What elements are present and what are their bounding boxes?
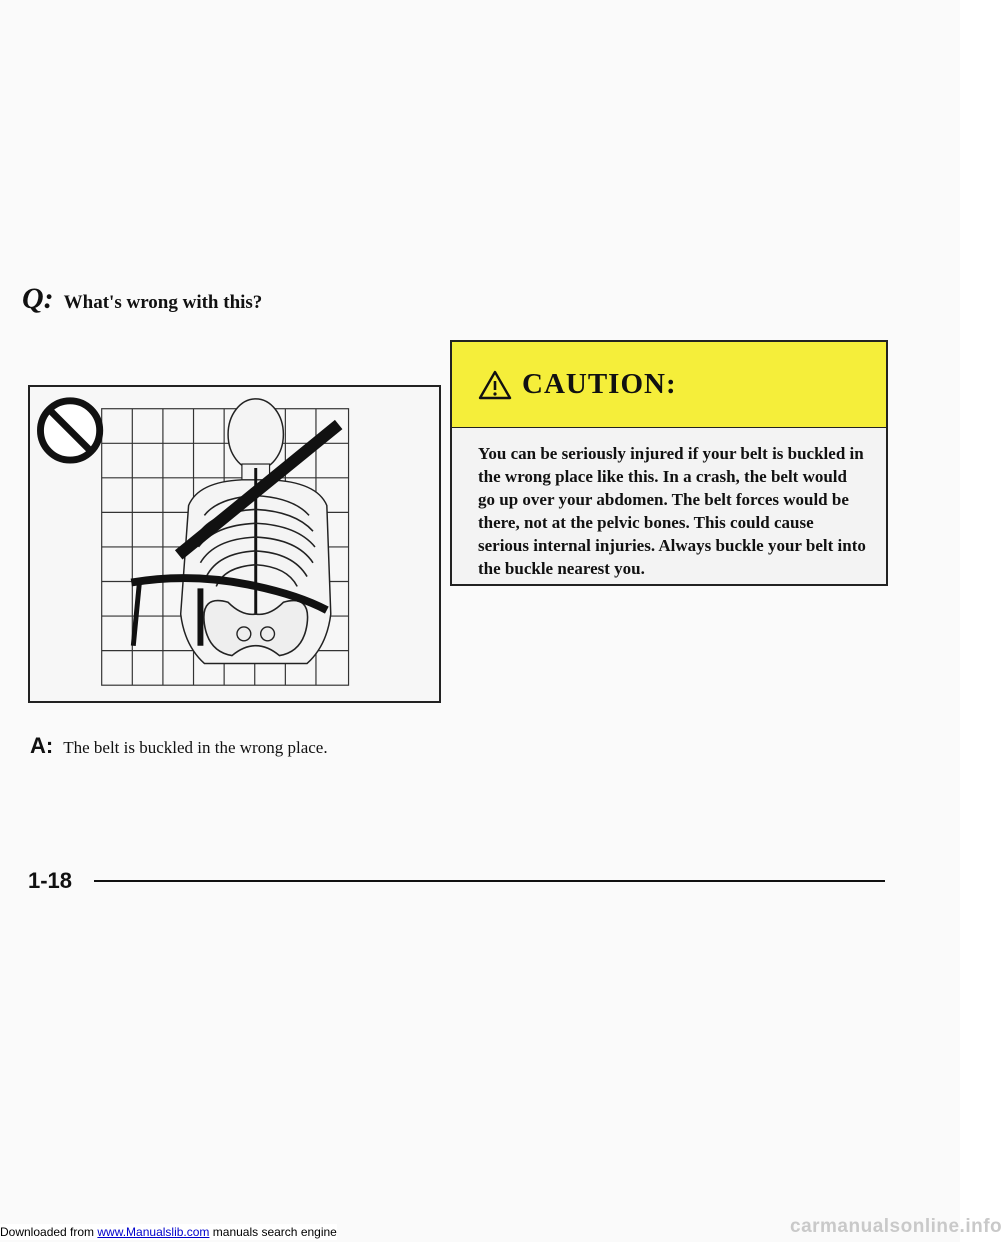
question-line (22, 282, 262, 316)
seatbelt-diagram (30, 387, 439, 701)
answer-mark: A: (30, 733, 54, 758)
caution-title: CAUTION: (522, 368, 677, 400)
answer-line (30, 733, 328, 759)
question-mark: Q: (22, 282, 54, 315)
prohibition-icon (40, 401, 99, 460)
answer-text: The belt is buckled in the wrong place. (63, 738, 328, 757)
question-text: What's wrong with this? (63, 292, 263, 313)
site-watermark: carmanualsonline.info (790, 1216, 1002, 1237)
caution-header (452, 342, 886, 428)
seatbelt-illustration (28, 385, 441, 703)
download-watermark (0, 1224, 337, 1240)
footer-rule (94, 880, 885, 882)
warning-triangle-icon (478, 370, 512, 400)
page-number: 1-18 (28, 868, 73, 893)
caution-box (450, 340, 888, 586)
watermark-prefix: Downloaded from (0, 1225, 98, 1239)
manualslib-link[interactable]: www.Manualslib.com (97, 1225, 210, 1239)
caution-text: You can be seriously injured if your belt is buckled in the wrong place like this. In a crash, the belt would go up over your abdomen. The belt forces would be there, not at the pelvic bones. This could cause serious internal injuries. Always buckle your belt into the buckle nearest you. (478, 444, 866, 578)
watermark-suffix: manuals search engine (209, 1225, 337, 1239)
